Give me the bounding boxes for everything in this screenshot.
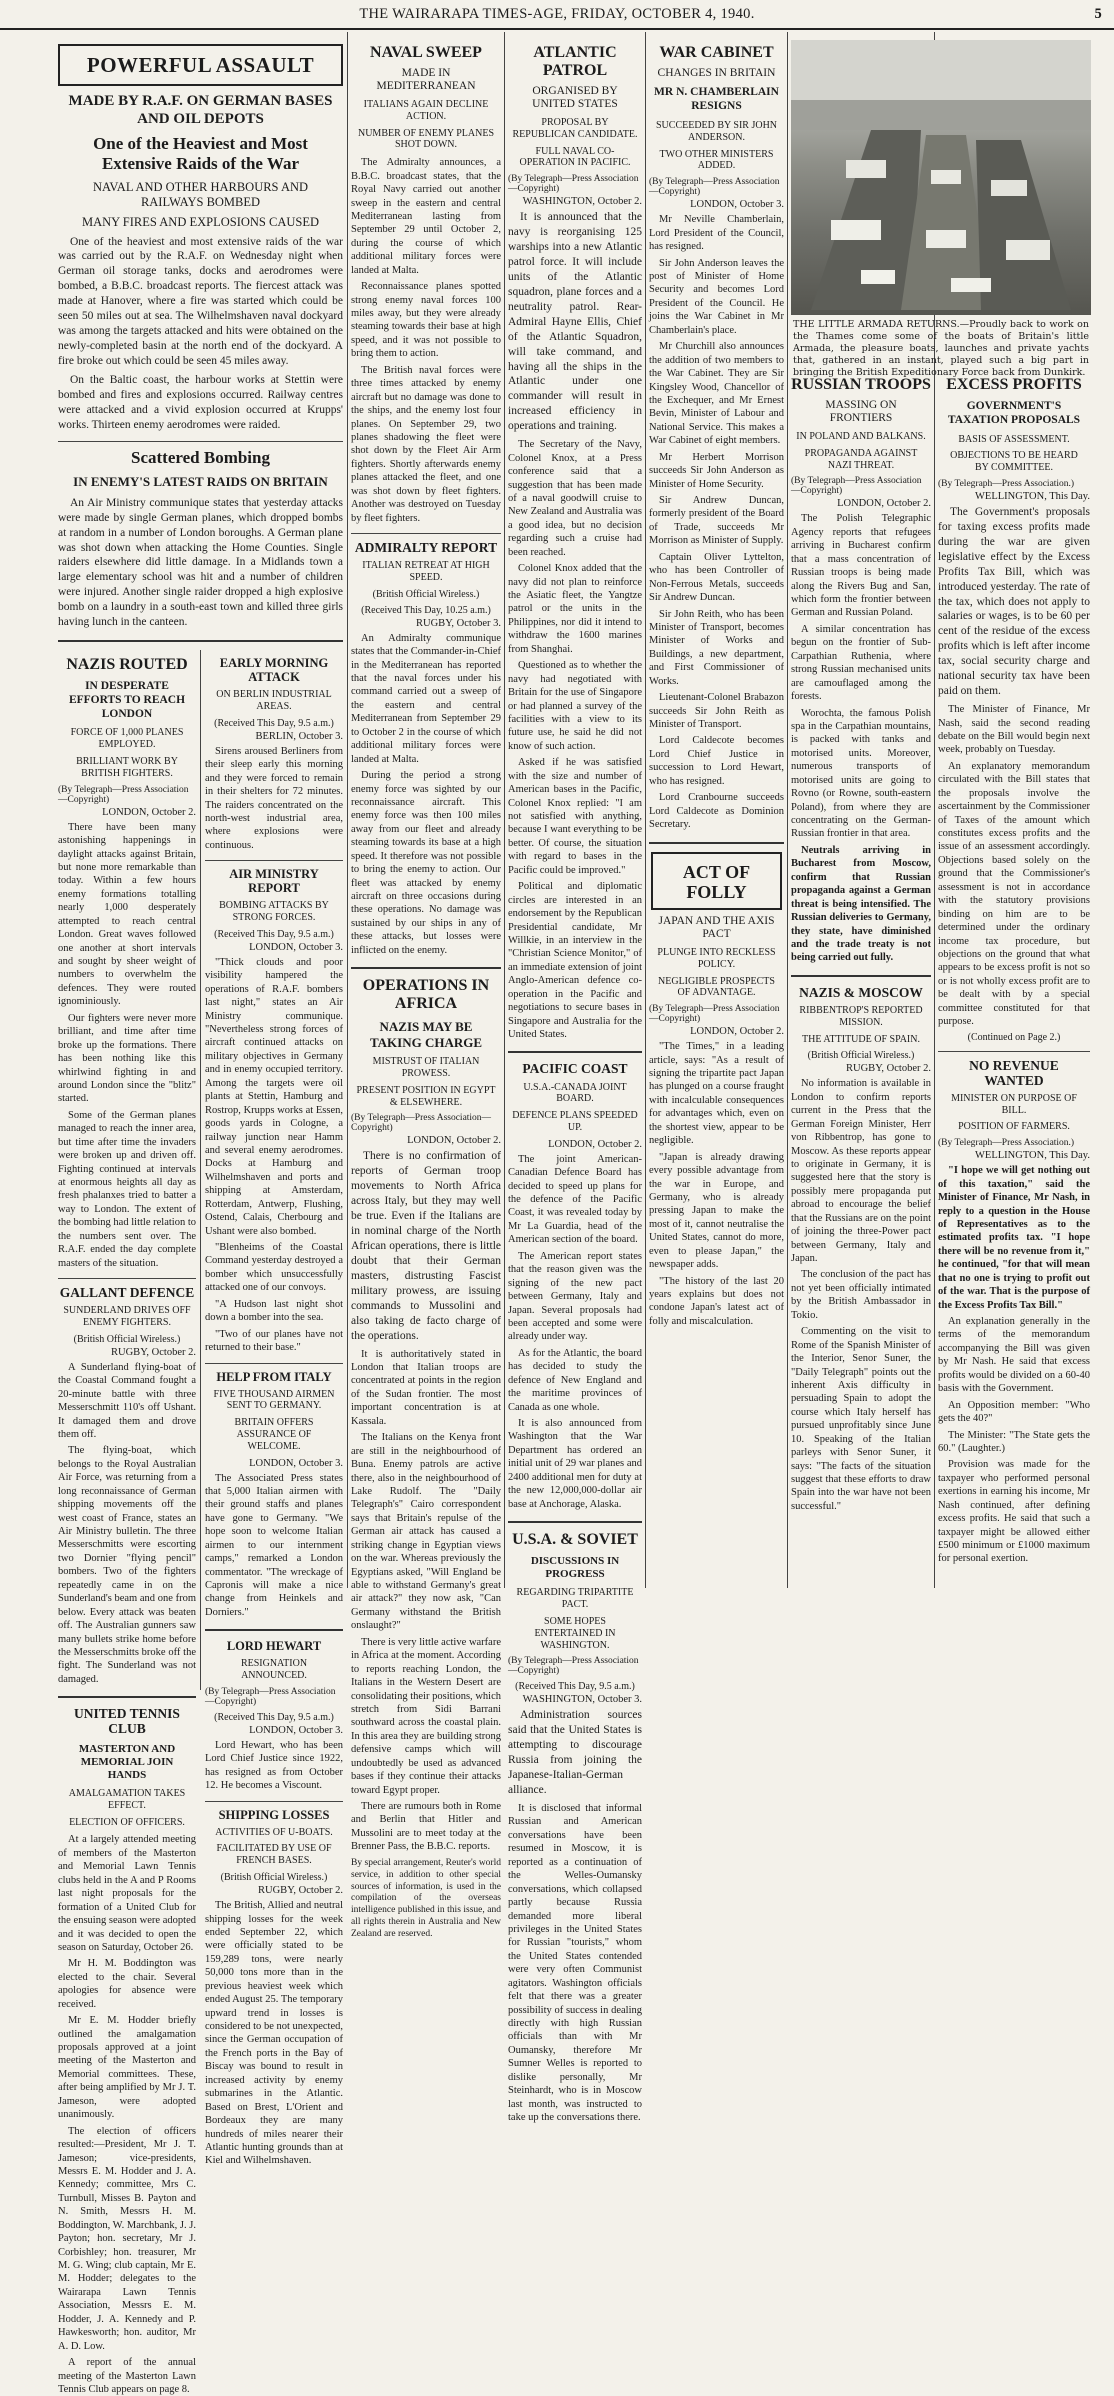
air-ministry-deck: BOMBING ATTACKS BY STRONG FORCES.: [219, 900, 329, 924]
nazis-routed-place: LONDON, October 2.: [102, 806, 196, 818]
operations-africa-paragraph: The Italians on the Kenya front are still in the neighbourhood of Buna. Enemy patrols are active there, also in the neighbourhood of Lake Rudolf. The "Daily Telegraph's" Cairo correspondent says that Britain's repulse of the German air attack has caused a striking change in Egyptian views on the war. Whereas previously the Egyptians asked, "Will England be able to withstand Germany's great air attack?" they now ask, "Can Germany withstand the British onslaught?": [351, 1432, 501, 1632]
column-rule: [787, 32, 788, 1588]
early-morning-place: BERLIN, October 3.: [255, 730, 343, 742]
war-cabinet-paragraph: Sir John Anderson leaves the post of Minister of Home Security and becomes Lord President of the Council. He joins the War Cabinet in Mr Chamberlain's place.: [649, 257, 784, 336]
nazis-routed-credit: (By Telegraph—Press Association—Copyright): [58, 784, 189, 805]
gallant-defence-deck: SUNDERLAND DRIVES OFF ENEMY FIGHTERS.: [63, 1305, 191, 1328]
no-revenue-deck1: MINISTER ON PURPOSE OF BILL.: [951, 1092, 1077, 1116]
war-cabinet-paragraph: Sir Andrew Duncan, formerly president of the Board of Trade, succeeds Mr Morrison as Minister of Supply.: [649, 495, 784, 547]
naval-sweep-deck3: NUMBER OF ENEMY PLANES SHOT DOWN.: [357, 127, 495, 151]
admiralty-report-credit2: (Received This Day, 10.25 a.m.): [361, 604, 491, 616]
column-war-cabinet: [649, 30, 784, 1590]
masthead-title: THE WAIRARAPA TIMES-AGE, FRIDAY, OCTOBER 4, 1940.: [359, 6, 755, 22]
nazis-moscow-credit: (British Official Wireless.): [807, 1050, 915, 1062]
excess-profits-credit: (By Telegraph—Press Association.): [938, 478, 1075, 489]
usa-soviet-paragraph: It is disclosed that informal Russian and American conversations have been resumed in Moscow, it is reported as a continuation of the Welles-Oumansky conversations, which collapsed partly because Russia demanded more liberal privileges in the United States for Russian "tourists," whom the United States contended were very often Communist agitators. Washington officials felt that there was a greater possibility of success in dealing directly with high Russian officials than with Mr Oumansky, therefore Mr Sumner Welles is reported to dislike personally, Mr Steinhardt, who is in Moscow last month, was instructed to take up the conversations there.: [508, 1803, 642, 2124]
column-russian: [791, 372, 931, 1587]
act-of-folly-credit: (By Telegraph—Press Association—Copyright): [649, 1004, 780, 1025]
usa-soviet-paragraph: Administration sources said that the United States is attempting to discourage Russia from joining the Japanese-Italian-German alliance.: [508, 1709, 642, 1797]
usa-soviet-deck2: REGARDING TRIPARTITE PACT.: [516, 1587, 634, 1611]
pacific-coast-deck1: U.S.A.-CANADA JOINT BOARD.: [523, 1081, 627, 1105]
no-revenue-credit: (By Telegraph—Press Association.): [938, 1138, 1075, 1149]
no-revenue-paragraph: An Opposition member: "Who gets the 40?": [938, 1399, 1090, 1425]
nazis-routed-paragraph: Some of the German planes managed to reach the inner area, but time after time the invaders were broken up and driven off. Fighting continued at intervals at enormous heights all day as fresh phalanxes tried to batter a way to London. The extent of the bombing had little relation to the numbers sent over. The R.A.F. ended the day complete masters of the situation.: [58, 1109, 196, 1269]
naval-sweep-paragraph: The British naval forces were three times attacked by enemy aircraft but no damage was done to the ships, and the enemy lost four planes. On September 29, two planes shadowing the fleet were shot down by the Fleet Air Arm fighters. Shortly afterwards enemy planes attacked the fleet, and one was shot down by fleet fighters. Another was destroyed on Tuesday by fleet fighters.: [351, 364, 501, 524]
excess-profits-place: WELLINGTON, This Day.: [975, 490, 1090, 502]
war-cabinet-paragraph: Lieutenant-Colonel Brabazon succeeds Sir John Reith as Minister of Transport.: [649, 692, 784, 730]
pacific-coast-paragraph: The American report states that the reason given was the signing of the new pact between Germany, Italy and Japan. Several proposals had been accepted and some were already under way.: [508, 1250, 642, 1343]
column-excess-profits: [938, 372, 1090, 1587]
war-cabinet-paragraph: Captain Oliver Lyttelton, who has been Controller of Non-Ferrous Metals, succeeds Sir Andrew Duncan.: [649, 551, 784, 604]
left-column: [58, 30, 344, 2395]
no-revenue-paragraph: An explanation generally in the terms of the memorandum accompanying the Bill was given by Mr Nash. He said that excess profits would be divided on a 60-40 basis with the Government.: [938, 1316, 1090, 1395]
no-revenue-paragraph: "I hope we will get nothing out of this taxation," said the Minister of Finance, Mr Nash, in reply to a question in the House of Representatives as to the estimated profits tax. "I hope there will be no revenue from it," he continued, "for that will mean that no one is trying to profit out of the war. That is the purpose of the Excess Profits Tax Bill.": [938, 1165, 1090, 1311]
war-cabinet-paragraph: Mr Churchill also announces the addition of two members to the War Cabinet. They are Sir Kingsley Wood, Chancellor of the Exchequer, and Mr Ernest Bevin, Minister of Labour and National Service. This makes a War Cabinet of eight members.: [649, 341, 784, 447]
excess-profits-continued: (Continued on Page 2.): [967, 1031, 1061, 1043]
help-from-italy-place: LONDON, October 3.: [249, 1457, 343, 1469]
naval-sweep-headline: NAVAL SWEEP: [370, 44, 482, 61]
no-revenue-deck2: POSITION OF FARMERS.: [958, 1121, 1070, 1133]
operations-africa-note: By special arrangement, Reuter's world service, in addition to other special sources of information, is used in the compilation of the overseas intelligence published in this issue, and all rights therein in Australia and New Zealand are reserved.: [351, 1857, 501, 1940]
gallant-defence-credit: (British Official Wireless.): [73, 1333, 181, 1345]
nazis-moscow-paragraph: No information is available in London to confirm reports current in the Press that the German Foreign Minister, Herr von Ribbentrop, has gone to Moscow. As these reports appear to originate in Germany, it is suggested here that the story is possibly mere propaganda put abroad to encourage the belief that the Russians are on the point of joining the three-Power pact between Germany, Italy and Japan.: [791, 1078, 931, 1265]
united-tennis-paragraph: The election of officers resulted:—President, Mr J. T. Jameson; vice-presidents, Messrs E. M. Hodder and J. A. Kennedy; committee, Mrs C. Turnbull, Misses B. Payton and N. Smith, Messrs H. M. Boddington, W. Marchbank, J. J. Payton; hon. secretary, Mr J. Corbishley; hon. treasurer, Mr M. G. Wing; club captain, Mr E. M. Hodder; delegates to the Wairarapa Lawn Tennis Association, Messrs E. M. Hodder, J. A. Kennedy and P. Hawkesworth; hon. auditor, Mr A. D. Low.: [58, 2125, 196, 2352]
operations-africa-paragraph: There is no confirmation of reports of German troop movements to North Africa across Italy, but they may well be true. Even if the Italians are in nominal charge of the North African operations, there is little doubt that their German masters, distrusting Fascist military prowess, are issuing commands to Mussolini and also taking de facto charge of the operations.: [351, 1150, 501, 1342]
lord-hewart-place: LONDON, October 3.: [249, 1724, 343, 1736]
act-of-folly-paragraph: "The Times," in a leading article, says: "As a result of signing the tripartite pact Japan has plunged on a course fraught with incalculable consequences for advantages which, even on the shortest view, appear to be negligible.: [649, 1041, 784, 1147]
united-tennis-paragraph: A report of the annual meeting of the Masterton Lawn Tennis Club appears on page 8.: [58, 2357, 196, 2395]
help-from-italy-deck1: FIVE THOUSAND AIRMEN SENT TO GERMANY.: [213, 1388, 335, 1412]
nazis-routed-paragraph: There have been many astonishing happenings in daylight attacks against Britain, but none more remarkable than today. Within a few hours enemy formations totalling nearly 1,000 desperately attempted to reach central London. Great waves followed one another at short intervals and sought by sheer weight of numbers to overwhelm the defences. They were routed ignominiously.: [58, 821, 196, 1008]
left-subcolumn-a: [58, 650, 196, 2395]
atlantic-patrol-paragraph: Questioned as to whether the navy had negotiated with Britain for the use of Singapore or had planned a survey of the facilities with a view to its future use, he said he did not know of such action.: [508, 660, 642, 752]
atlantic-patrol-credit: (By Telegraph—Press Association—Copyright): [508, 174, 639, 195]
early-morning-deck: ON BERLIN INDUSTRIAL AREAS.: [216, 689, 332, 712]
naval-sweep-deck2: ITALIANS AGAIN DECLINE ACTION.: [363, 99, 489, 122]
war-cabinet-place: LONDON, October 3.: [690, 199, 784, 211]
operations-africa-credit: (By Telegraph—Press Association—Copyright): [351, 1113, 492, 1134]
shipping-losses-headline: SHIPPING LOSSES: [218, 1807, 330, 1822]
nazis-moscow-deck2: THE ATTITUDE OF SPAIN.: [802, 1033, 920, 1045]
act-of-folly-paragraph: "Japan is already drawing every possible advantage from the war in Europe, and Germany, who is already pressing Japan to make the most of it, cannot neutralise the United States, cannot do more, even to please Japan," the newspaper adds.: [649, 1151, 784, 1271]
nazis-moscow-place: RUGBY, October 2.: [846, 1063, 931, 1075]
admiralty-report-place: RUGBY, October 3.: [416, 617, 501, 629]
nazis-routed-deck1: IN DESPERATE EFFORTS TO REACH LONDON: [68, 680, 186, 720]
gallant-defence-place: RUGBY, October 2.: [111, 1346, 196, 1358]
admiralty-report-credit: (British Official Wireless.): [372, 588, 480, 600]
air-ministry-place: LONDON, October 3.: [249, 941, 343, 953]
operations-africa-paragraph: There are rumours both in Rome and Berlin that Hitler and Mussolini are to meet today at the Brenner Pass, the B.B.C. reports.: [351, 1801, 501, 1853]
united-tennis-paragraph: At a largely attended meeting of members of the Masterton and Memorial Lawn Tennis clubs held in the A and P Rooms last night proposals for the formation of a United Club for the ensuing season were adopted and it was decided to open the season on Saturday, October 26.: [58, 1834, 196, 1953]
atlantic-patrol-headline: ATLANTIC PATROL: [533, 44, 617, 79]
pacific-coast-deck2: DEFENCE PLANS SPEEDED UP.: [512, 1110, 638, 1133]
powerful-assault-paragraph: One of the heaviest and most extensive raids of the war was carried out by the R.A.F. on Wednesday night when German oil storage tanks, docks and aerodromes were bombed, a B.B.C. broadcast reports. The fiercest attack was made at Hanover, where a fire was started which could be seen 50 miles out at sea. The Wilhelmshaven naval dockyard was among the targets attacked and hits were obtained on the newly-completed basin at the north end of the dockyard. A fire broke out which could be seen 45 miles away.: [58, 235, 343, 368]
atlantic-patrol-deck3: FULL NAVAL CO-OPERATION IN PACIFIC.: [519, 145, 631, 169]
early-morning-paragraph: Sirens aroused Berliners from their sleep early this morning and they were forced to remain in their shelters for 72 minutes. The raiders concentrated on the north-west industrial area, where explosions were continuous.: [205, 745, 343, 851]
nazis-moscow-deck1: RIBBENTROP'S REPORTED MISSION.: [799, 1004, 923, 1028]
boats-photo-graphic: [791, 40, 1091, 315]
powerful-assault-paragraph: On the Baltic coast, the harbour works at Stettin were bombed and fires and explosions occurred. Railway centres were attacked and a vivid explosion occurred at Krupps' works. Thirteen enemy aerodromes were raided.: [58, 373, 343, 431]
nazis-routed-headline: NAZIS ROUTED: [66, 656, 188, 674]
usa-soviet-credit2: (Received This Day, 9.5 a.m.): [515, 1681, 635, 1693]
early-morning-credit: (Received This Day, 9.5 a.m.): [214, 717, 334, 729]
admiralty-report-paragraph: During the period a strong enemy force was sighted by our reconnaissance aircraft. This enemy force was then 100 miles away from our fleet and already steaming towards its base at a high speed. It therefore was not possible to bring the enemy to action. Our fleet was attacked by enemy aircraft on three occasions during these operations. No damage was sustained by our ships in any of these attacks, but losses were inflicted on the enemy.: [351, 770, 501, 956]
operations-africa-paragraph: There is very little active warfare in Africa at the moment. According to reports reaching London, the Italians in the Western Desert are consolidating their positions, which stretch from Sidi Barrani southward across the coastal plain. In this area they are building strong defensive camps which will undoubtedly be used as advanced bases if they continue their attacks toward Egypt proper.: [351, 1636, 501, 1796]
air-ministry-headline: AIR MINISTRY REPORT: [229, 867, 319, 896]
atlantic-patrol-paragraph: The Secretary of the Navy, Colonel Knox, at a Press conference said that a suggestion that has been made of a naval goodwill cruise to New Zealand and Australia was a good idea, but no decision regarding such a cruise had been reached.: [508, 439, 642, 558]
excess-profits-deck3: OBJECTIONS TO BE HEARD BY COMMITTEE.: [950, 450, 1078, 474]
war-cabinet-paragraph: Mr Herbert Morrison succeeds Sir John Anderson as Minister of Home Security.: [649, 451, 784, 490]
operations-africa-paragraph: It is authoritatively stated in London that Italian troops are concentrated at points in the region of the Sudan frontier. The most important concentration is at Kassala.: [351, 1348, 501, 1427]
war-cabinet-deck2: MR N. CHAMBERLAIN RESIGNS: [654, 86, 779, 113]
war-cabinet-credit: (By Telegraph—Press Association—Copyright): [649, 177, 780, 198]
column-naval: [351, 30, 501, 1940]
gallant-defence-paragraph: A Sunderland flying-boat of the Coastal Command fought a 20-minute battle with three Messerschmitt 110's off Ushant. It damaged them and drove them off.: [58, 1361, 196, 1440]
naval-sweep-paragraph: The Admiralty announces, a B.B.C. broadcast states, that the Royal Navy carried out another sweep in the eastern and central Mediterranean lasting from September 29 until October 2, during the course of which additional military forces were landed at Malta.: [351, 157, 501, 276]
war-cabinet-paragraph: Lord Caldecote becomes Lord Chief Justice in succession to Lord Hewart, who has resigned.: [649, 735, 784, 787]
excess-profits-paragraph: The Minister of Finance, Mr Nash, said the second reading debate on the Bill would begin next week, probably on Tuesday.: [938, 704, 1090, 756]
pacific-coast-headline: PACIFIC COAST: [522, 1061, 628, 1077]
russian-troops-paragraph: The Polish Telegraphic Agency reports that refugees arriving in Bucharest confirm that a mass concentration of Russian troops is being made along the Rivers Bug and San, which form the frontier between German and Russian Poland.: [791, 513, 931, 619]
air-ministry-paragraph: "Two of our planes have not returned to their base.": [205, 1328, 343, 1354]
excess-profits-deck2: BASIS OF ASSESSMENT.: [958, 433, 1070, 445]
united-tennis-paragraph: Mr H. M. Boddington was elected to the chair. Several apologies for absence were received.: [58, 1958, 196, 2010]
russian-troops-credit: (By Telegraph—Press Association—Copyright): [791, 476, 922, 497]
act-of-folly-headline-box: [651, 852, 782, 910]
russian-troops-deck3: PROPAGANDA AGAINST NAZI THREAT.: [804, 447, 918, 471]
operations-africa-deck1: NAZIS MAY BE TAKING CHARGE: [369, 1019, 483, 1050]
air-ministry-paragraph: "A Hudson last night shot down a bomber into the sea.: [205, 1298, 343, 1324]
russian-troops-deck1: MASSING ON FRONTIERS: [825, 398, 897, 425]
shipping-losses-deck2: FACILITATED BY USE OF FRENCH BASES.: [216, 1843, 332, 1867]
united-tennis-deck2: AMALGAMATION TAKES EFFECT.: [68, 1788, 186, 1811]
war-cabinet-deck4: TWO OTHER MINISTERS ADDED.: [659, 148, 774, 172]
admiralty-report-paragraph: An Admiralty communique states that the Commander-in-Chief in the Mediterranean has reported that the naval forces under his command carried out a sweep of the eastern and central Mediterranean from September 29 to October 2 in the course of which additional military forces were landed at Malta.: [351, 632, 501, 765]
russian-troops-place: LONDON, October 2.: [837, 498, 931, 510]
nazis-moscow-paragraph: The conclusion of the pact has not yet been officially intimated by the British Ambassador in Tokio.: [791, 1269, 931, 1321]
operations-africa-deck3: PRESENT POSITION IN EGYPT & ELSEWHERE.: [356, 1084, 496, 1108]
no-revenue-headline: NO REVENUE WANTED: [969, 1057, 1059, 1088]
excess-profits-headline: EXCESS PROFITS: [946, 376, 1082, 393]
war-cabinet-deck3: SUCCEEDED BY SIR JOHN ANDERSON.: [655, 120, 778, 143]
gallant-defence-headline: GALLANT DEFENCE: [59, 1285, 195, 1301]
lord-hewart-credit2: (Received This Day, 9.5 a.m.): [214, 1711, 334, 1723]
russian-troops-headline: RUSSIAN TROOPS: [791, 376, 931, 393]
atlantic-patrol-paragraph: Colonel Knox added that the navy did not plan to reinforce the Asiatic fleet, the Yangtze patrol or the units in the Philippines, nor did it intend to withdraw the 1600 marines from Shanghai.: [508, 563, 642, 655]
usa-soviet-deck3: SOME HOPES ENTERTAINED IN WASHINGTON.: [534, 1615, 616, 1651]
act-of-folly-deck1: JAPAN AND THE AXIS PACT: [658, 914, 775, 941]
powerful-assault-headline: POWERFUL ASSAULT: [86, 53, 315, 77]
photo-caption: THE LITTLE ARMADA RETURNS.—Proudly back to work on the Thames come some of the boats of Britain's little Armada, the pleasure boats, launches and private yachts that, gathered in an instant, played such a big part in bringing the British Expeditionary Force back from Dunkirk.: [793, 319, 1089, 378]
no-revenue-place: WELLINGTON, This Day.: [975, 1150, 1090, 1162]
operations-africa-headline: OPERATIONS IN AFRICA: [362, 977, 490, 1013]
powerful-assault-deck1: MADE BY R.A.F. ON GERMAN BASES AND OIL DEPOTS: [68, 92, 333, 127]
nazis-routed-paragraph: Our fighters were never more brilliant, and time after time broke up the formations. There has been nothing like this whirlwind fighting in and around London since the "blitz" started.: [58, 1012, 196, 1105]
atlantic-patrol-paragraph: Asked if he was satisfied with the size and number of American bases in the Pacific, Colonel Knox replied: "I am not satisfied with anything, because I want everything to be better. Of course, the situation with regard to bases in the Pacific could be improved.": [508, 757, 642, 876]
atlantic-patrol-deck1: ORGANISED BY UNITED STATES: [532, 84, 618, 111]
russian-troops-paragraph: Worochta, the famous Polish spa in the Carpathian mountains, is packed with tanks and motorised units. Moreover, numerous transports of motorised units are going to Rovno (or Rowne, south-eastern Poland), from where they are concentrating on the German-Russian frontier in that area.: [791, 707, 931, 840]
gallant-defence-paragraph: The flying-boat, which belongs to the Royal Australian Air Force, was returning from a long reconnaissance of German shipping movements off the west coast of France, states an Air Ministry bulletin. The three Messerschmitts were escorting two Dornier "flying pencil" bombers. Two of the fighters repeatedly came in on the Sunderland's beam and one from below. Every attack was beaten off. The Australian gunners saw many bullets strike home before the Messerschmitts broke off the fight. The Sunderland was not damaged.: [58, 1445, 196, 1685]
act-of-folly-paragraph: "The history of the last 20 years explains but does not condone Japan's latest act of folly and miscalculation.: [649, 1275, 784, 1327]
shipping-losses-credit: (British Official Wireless.): [220, 1872, 328, 1884]
admiralty-report-headline: ADMIRALTY REPORT: [354, 540, 498, 556]
air-ministry-credit: (Received This Day, 9.5 a.m.): [214, 928, 334, 940]
boats-photo: [791, 40, 1091, 315]
naval-sweep-deck1: MADE IN MEDITERRANEAN: [376, 66, 476, 93]
nazis-moscow-headline: NAZIS & MOSCOW: [799, 984, 923, 1000]
help-from-italy-deck2: BRITAIN OFFERS ASSURANCE OF WELCOME.: [234, 1417, 314, 1452]
shipping-losses-place: RUGBY, October 2.: [258, 1885, 343, 1897]
united-tennis-deck3: ELECTION OF OFFICERS.: [69, 1816, 185, 1828]
war-cabinet-deck1: CHANGES IN BRITAIN: [657, 66, 776, 79]
excess-profits-deck1: GOVERNMENT'S TAXATION PROPOSALS: [947, 399, 1081, 426]
atlantic-patrol-place: WASHINGTON, October 2.: [522, 196, 642, 208]
column-atlantic: [508, 30, 642, 2124]
excess-profits-paragraph: An explanatory memorandum circulated with the Bill states that the proposals involve the ascertainment by the Commissioner of Taxes of the amount which constitutes excess profits and the issue of an assessment accordingly. Objections based solely on the ground that the Commissioner's assessment is not in accordance with the statutory provisions binding on him are to be determined under the ordinary income tax procedure, but objections on the ground that what appears to be excess profit is not so or is not wholly excess profit are to be dealt with by a special committee constituted for that purpose.: [938, 760, 1090, 1028]
lord-hewart-credit: (By Telegraph—Press Association—Copyright): [205, 1686, 336, 1707]
usa-soviet-headline: U.S.A. & SOVIET: [512, 1531, 638, 1549]
column-rule: [645, 32, 646, 1588]
usa-soviet-deck1: DISCUSSIONS IN PROGRESS: [530, 1555, 620, 1581]
shipping-losses-deck1: ACTIVITIES OF U-BOATS.: [215, 1826, 333, 1838]
powerful-assault-deck4: MANY FIRES AND EXPLOSIONS CAUSED: [81, 214, 320, 229]
powerful-assault-deck3: NAVAL AND OTHER HARBOURS AND RAILWAYS BOMBED: [92, 180, 309, 210]
united-tennis-deck1: MASTERTON AND MEMORIAL JOIN HANDS: [78, 1742, 176, 1781]
admiralty-report-deck: ITALIAN RETREAT AT HIGH SPEED.: [362, 560, 490, 583]
atlantic-patrol-paragraph: Political and diplomatic circles are interested in an endorsement by the Republican Presidential candidate, Mr Willkie, in an interview in the "Christian Science Monitor," of an immediate extension of joint Anglo-American defence co-operation in the Pacific and negotiations to secure bases in Singapore and Australia for the United States.: [508, 881, 642, 1040]
war-cabinet-paragraph: Mr Neville Chamberlain, Lord President of the Council, has resigned.: [649, 214, 784, 253]
russian-troops-deck2: IN POLAND AND BALKANS.: [796, 431, 926, 443]
act-of-folly-headline: ACT OF FOLLY: [682, 861, 751, 902]
left-subcolumn-b: [205, 650, 344, 2167]
column-rule: [504, 32, 505, 1588]
scattered-bombing-deck: IN ENEMY'S LATEST RAIDS ON BRITAIN: [73, 474, 328, 490]
powerful-assault-headline-box: [58, 44, 343, 86]
left-subcolumns: [58, 650, 344, 2395]
nazis-routed-deck2: FORCE OF 1,000 PLANES EMPLOYED.: [70, 727, 184, 751]
nazis-moscow-paragraph: Commenting on the visit to Rome of the Spanish Minister of the Interior, Senor Suner, the "Daily Telegraph" points out the inherent Axis difficulty in persuading Spain to adopt the course which Italy herself has pursued unprofitably since June 10. Speaking of the Italian parleys with Senor Suner, it says: "The facts of the situation suggest that these efforts to draw Spain into the war have not been successful.": [791, 1326, 931, 1512]
lord-hewart-deck: RESIGNATION ANNOUNCED.: [240, 1658, 308, 1682]
scattered-bombing-headline: Scattered Bombing: [131, 447, 270, 467]
powerful-assault-deck2: One of the Heaviest and Most Extensive Raids of the War: [93, 133, 308, 173]
scattered-bombing-paragraph: An Air Ministry communique states that yesterday attacks were made by single German planes, which dropped bombs at random in a number of London boroughs. A German plane was shot down when attacking the Home Counties. Single raiders elsewhere did little damage. In a Midlands town a large elementary school was hit and a number of children were injured. Another single raider dropped a high explosive bomb on a laundry in a south-east town and killed three girls having lunch in the canteen.: [58, 496, 343, 629]
photo-block: [791, 40, 1091, 382]
page-number: 5: [1094, 6, 1102, 22]
lord-hewart-headline: LORD HEWART: [226, 1639, 322, 1654]
pacific-coast-paragraph: The joint American-Canadian Defence Board has decided to speed up plans for the defence of the Pacific Coast, it was revealed today by Mr La Guardia, head of the American section of the board.: [508, 1153, 642, 1246]
usa-soviet-credit: (By Telegraph—Press Association—Copyright): [508, 1656, 639, 1677]
war-cabinet-paragraph: Sir John Reith, who has been Minister of Transport, becomes Minister of Works and Buildings, a new department, and First Commissioner of Works.: [649, 608, 784, 687]
operations-africa-place: LONDON, October 2.: [407, 1135, 501, 1147]
pacific-coast-paragraph: As for the Atlantic, the board has decided to study the defence of New England and the maritime provinces of Canada as one whole.: [508, 1347, 642, 1413]
operations-africa-deck2: MISTRUST OF ITALIAN PROWESS.: [372, 1056, 480, 1080]
air-ministry-paragraph: "Blenheims of the Coastal Command yesterday destroyed a bomber which unsuccessfully attacked one of our convoys.: [205, 1242, 343, 1294]
atlantic-patrol-paragraph: It is announced that the navy is reorganising 125 warships into a new Atlantic patrol force. It will include units of the Atlantic squadron, plane forces and a neutrality patrol. Rear-Admiral Hayne Ellis, Chief of the Atlantic Squadron, will take command, and having all the ships in the Atlantic under one commander will result in increased efficiency in operations and training.: [508, 211, 642, 433]
usa-soviet-place: WASHINGTON, October 3.: [522, 1694, 642, 1706]
russian-troops-paragraph: A similar concentration has begun on the frontier of Sub-Carpathian Ruthenia, where strong Russian mechanised units are camouflaged among the forests.: [791, 623, 931, 703]
act-of-folly-deck2: PLUNGE INTO RECKLESS POLICY.: [657, 946, 776, 970]
united-tennis-paragraph: Mr E. M. Hodder briefly outlined the amalgamation proposals approved at a joint meeting of the Masterton and Memorial committees. These, after being amplified by Mr J. T. Jameson, were adopted unanimously.: [58, 2015, 196, 2121]
naval-sweep-paragraph: Reconnaissance planes spotted strong enemy naval forces 100 miles away, but they were already steaming towards their base at high speed, and it was not possible to bring them to action.: [351, 281, 501, 360]
air-ministry-paragraph: "Thick clouds and poor visibility hampered the operations of R.A.F. bombers last night," states an Air Ministry communique. "Nevertheless strong forces of aircraft continued attacks on military objectives in Germany and in enemy occupied territory. Among the targets were oil plants at Stettin, Hamburg and Rostrop, Krupps works at Essen, goods yards in Cologne, a railway junction near Hamm and several enemy aerodromes. Docks at Hamburg and Wilhelmshaven and ports and shipping at Amsterdam, Rotterdam, Antwerp, Flushing, Ostend, Calais, Cherbourg and Ushant were also bombed.: [205, 956, 343, 1237]
act-of-folly-place: LONDON, October 2.: [690, 1026, 784, 1038]
war-cabinet-paragraph: Lord Cranbourne succeeds Lord Caldecote as Dominion Secretary.: [649, 792, 784, 831]
no-revenue-paragraph: Provision was made for the taxpayer who performed personal exertions in earning his income, Mr Nash continued, after defining excess profits. He said that such a taxpayer might be allowed either £500 minimum or £1000 maximum for personal exertion.: [938, 1459, 1090, 1565]
masthead: [0, 0, 1114, 30]
act-of-folly-deck3: NEGLIGIBLE PROSPECTS OF ADVANTAGE.: [658, 975, 775, 999]
lord-hewart-paragraph: Lord Hewart, who has been Lord Chief Justice since 1922, has resigned as from October 12. He becomes a Viscount.: [205, 1739, 343, 1792]
early-morning-headline: EARLY MORNING ATTACK: [219, 656, 329, 685]
help-from-italy-paragraph: The Associated Press states that 5,000 Italian airmen with their ground staffs and planes have gone to Germany. "We hope soon to welcome Italian airmen to our internment camps," remarked a London commentator. "The wreckage of Capronis will make a nice change from Heinkels and Dorniers.": [205, 1472, 343, 1618]
russian-troops-paragraph: Neutrals arriving in Bucharest from Moscow, confirm that Russian propaganda against a German threat is being intensified. The Russian deliveries to Germany, they state, have diminished and the trade treaty is not being carried out fully.: [791, 844, 931, 964]
excess-profits-paragraph: The Government's proposals for taxing excess profits made during the war are given legislative effect by the Excess Profits Tax Bill, which was introduced yesterday. The rate of the tax, which does not apply to salaries or wages, is to be 60 per cent of the residue of the excess profits which is left after income tax, social security charge and national security tax have been paid on them.: [938, 505, 1090, 698]
nazis-routed-deck3: BRILLIANT WORK BY BRITISH FIGHTERS.: [76, 756, 178, 779]
pacific-coast-place: LONDON, October 2.: [548, 1138, 642, 1150]
atlantic-patrol-deck2: PROPOSAL BY REPUBLICAN CANDIDATE.: [512, 116, 638, 140]
column-rule: [347, 32, 348, 1588]
war-cabinet-headline: WAR CABINET: [659, 44, 774, 61]
pacific-coast-paragraph: It is also announced from Washington that the War Department has ordered an initial unit of 29 war planes and 2400 additional men for duty at the new 12,000,000-dollar air base at Anchorage, Alaska.: [508, 1418, 642, 1510]
united-tennis-headline: UNITED TENNIS CLUB: [74, 1706, 180, 1737]
shipping-losses-paragraph: The British, Allied and neutral shipping losses for the week ended September 22, which were officially stated to be 159,289 tons, were nearly 50,000 tons more than in the previous heaviest week which ended August 25. The temporary upward trend in losses is considered to be not unexpected, since the German occupation of the French ports in the Bay of Biscay was bound to result in increased activity by enemy submarines in the Atlantic. Based on Brest, L'Orient and Bordeaux they are many hundreds of miles nearer their Atlantic hunting grounds than at Kiel and Wilhelmshaven.: [205, 1900, 344, 2167]
no-revenue-paragraph: The Minister: "The State gets the 60." (Laughter.): [938, 1429, 1090, 1454]
help-from-italy-headline: HELP FROM ITALY: [216, 1369, 332, 1384]
